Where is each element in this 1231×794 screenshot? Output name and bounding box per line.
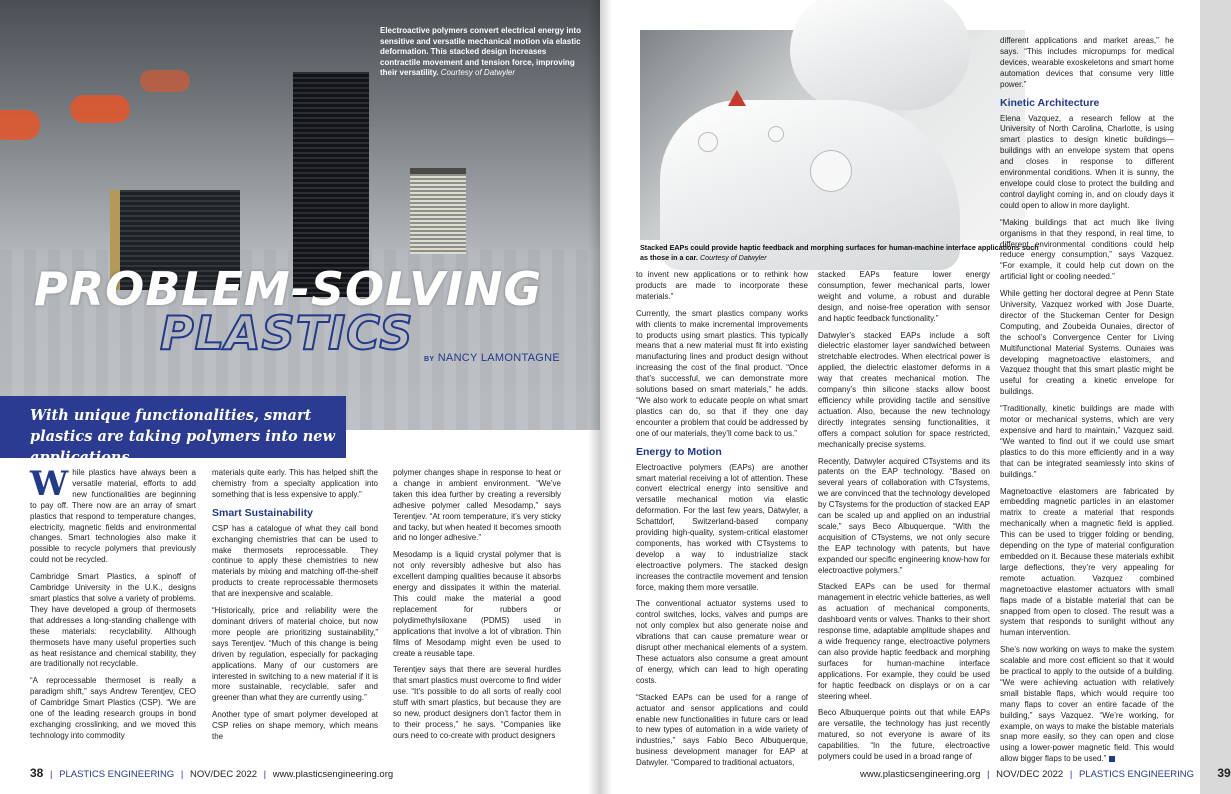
- paragraph: [1000, 645, 1174, 765]
- page-gutter-shadow: [588, 0, 612, 794]
- right-column-1: [636, 270, 808, 775]
- hero-caption: [380, 26, 585, 79]
- paragraph: While getting her doctoral degree at Penn State University, Vazquez worked with Jose Duarte, director of the Stuckeman Center for Design Computing, and Zoubeida Ounaies, director of the school’s Convergence Center for Living Multifunctional Material Systems. Ounaies was developing magnetoactive elastomers, and Vazquez thought that this smart plastic might be useful for creating a kinetic envelope for buildings.: [1000, 289, 1174, 397]
- footer-magazine: PLASTICS ENGINEERING: [59, 769, 175, 780]
- section-heading: Kinetic Architecture: [1000, 96, 1100, 109]
- paragraph: “A reprocessable thermoset is really a paradigm shift,” says Andrew Terentjev, CEO of Cambridge Smart Plastics (CSP). “We are one of the leading research groups in bond exchanging crosslinking, and we moved this technology into commodity: [30, 676, 196, 740]
- paragraph: Cambridge Smart Plastics, a spinoff of Cambridge University in the U.K., designs smart plastics that solve a variety of problems. They have developed a group of thermosets that addresses a long-standing challenge with these materials: recyclability. Although thermosets have many useful properties such as heat resistance and chemical stability, they are traditionally not recyclable.: [30, 572, 196, 669]
- byline-prefix: BY: [424, 356, 435, 363]
- paragraph: Magnetoactive elastomers are fabricated by embedding magnetic particles in an elastomer matrix to create a material that responds mechanically when a magnetic field is applied. This can be used to trigger folding or bending, depending on the type of material configuration embedded on it. Because these materials exhibit large deflections, they’re very appealing for remote actuation. Vazquez combined magnetoactive elastomer actuators with small flaps made of a bistable material that can be snapped from open to closed. The result was a system that responds to sunlight without any human intervention.: [1000, 486, 1174, 638]
- paragraph: Datwyler’s stacked EAPs include a soft dielectric elastomer layer sandwiched between stretchable electrodes. When electrical power is applied, the dielectric elastomer deforms in a way that creates mechanical motion. The company’s thin silicone stacks allow boost efficiency while providing tactile and sensitive actuation. Also, because the new technology directly integrates sensing functionalities, it offers a compact solution for space restricted, mechanically precise systems.: [818, 330, 990, 449]
- right-footer: [860, 766, 1231, 780]
- footer-issue: NOV/DEC 2022: [996, 769, 1064, 780]
- right-column-3: [1000, 36, 1174, 771]
- byline: [424, 352, 560, 364]
- paragraph: “Historically, price and reliability were the dominant drivers of material choice, but now more people are prioritizing sustainability,” says Terentjev. “Much of this change is being driven by regulation, especially for packaging applications. Many of our customers are interested in switching to a new material if it is more sustainable, recyclable, safer and greener than what they are currently using.”: [212, 606, 378, 703]
- paragraph: “Making buildings that act much like living organisms in that they respond, in real time, to different environmental conditions could help reduce energy consumption,” says Vazquez. “For example, it could help cut down on the artificial light or cooling needed.”: [1000, 217, 1174, 282]
- paragraph: Stacked EAPs can be used for thermal management in electric vehicle batteries, as well as actuation of mechanical components, dashboard vents or valves. Thanks to their short response time, adaptable amplitude shapes and a wide frequency range, electroactive polymers can also provide haptic feedback and morphing surfaces for human-machine interface applications. For example, they could be used for haptic feedback on displays or on a car steering wheel.: [818, 582, 990, 701]
- paragraph: stacked EAPs feature lower energy consumption, fewer mechanical parts, lower weight and volume, a robust and durable design, and noise-free operation with sensor and haptic feedback functionality.”: [818, 270, 990, 323]
- end-of-article-mark: [1109, 756, 1115, 762]
- footer-separator: |: [987, 769, 990, 780]
- paragraph: “Stacked EAPs can be used for a range of actuator and sensor applications and could enable new functionalities in future cars or lead to new types of automation in a wide variety of industries,” says Fabio Beco Albuquerque, business development manager for EAP at Datwyler. “Compared to traditional actuators,: [636, 692, 808, 768]
- left-page: [0, 0, 600, 794]
- left-column-1: [30, 464, 196, 748]
- paragraph: Electroactive polymers (EAPs) are another smart material receiving a lot of attention. These convert electrical energy into sensitive and versatile mechanical motion via elastic deformation. For the last few years, Datwyler, a Schattdorf, Switzerland-based company providing high-quality, system-critical elastomer components, has worked with CTsystems to develop a way to industrialize stack electroactive polymers. The stacked design increases the contractile movement and tension force, making them more versatile.: [636, 462, 808, 592]
- photo-caption-credit: Courtesy of Datwyler: [699, 252, 767, 262]
- hero-caption-credit: Courtesy of Datwyler: [440, 68, 516, 77]
- console-button: [768, 126, 784, 142]
- hero-caption-text: Electroactive polymers convert electrical energy into sensitive and versatile mechanical motion via elastic deformation. This stacked design increases contractile movement and tension force, improving their versatility.: [380, 26, 581, 77]
- footer-separator: |: [180, 769, 184, 780]
- seat-shape: [790, 0, 970, 110]
- paragraph: materials quite early. This has helped shift the chemistry from a specialty application into something that is less expensive to apply.”: [212, 468, 378, 499]
- footer-url[interactable]: www.plasticsengineering.org: [272, 769, 394, 780]
- article-title-line2: PLASTICS: [160, 306, 414, 360]
- right-page: [600, 0, 1231, 794]
- paragraph: polymer changes shape in response to heat or a change in ambient environment. “We’ve taken this idea further by creating a reversibly adhesive polymer called Mesodamp,” says Terentjev. “At room temperature, it’s very sticky and tacky, but when heated it becomes smooth and no longer adhesive.”: [393, 468, 561, 543]
- photo-caption: [640, 243, 1040, 262]
- paragraph: “Traditionally, kinetic buildings are made with motor or mechanical systems, which are very expensive and hard to maintain,” Vazquez said. “We wanted to find out if we could use smart plastics to do this more efficiently and in a way that can be integrated seamlessly into skins of buildings.”: [1000, 404, 1174, 479]
- left-column-2: [212, 468, 378, 749]
- left-footer: [30, 766, 393, 780]
- article-deck: [0, 396, 346, 466]
- paragraph: Elena Vazquez, a research fellow at the University of North Carolina, Charlotte, is using smart plastics to design kinetic buildings—buildings with an envelope system that opens and closes in response to different environmental conditions. When it is sunny, the envelope could close to protect the building and control daylight coming in, and on cloudy days it could open to allow in more daylight.: [1000, 113, 1174, 210]
- paragraph: Terentjev says that there are several hurdles that smart plastics must overcome to find wider use. “It’s possible to do all sorts of really cool stuff with smart plastics, but because they are so new, product designers don’t factor them in to their process,” he says. “Companies like ours need to co-create with product designers: [393, 665, 561, 740]
- eap-stack-block-small: [410, 168, 466, 254]
- left-column-3: [393, 468, 561, 748]
- paragraph: Recently, Datwyler acquired CTsystems and its patents on the EAP technology. “Based on several years of collaboration with CTsystems, we are convinced that the technology developed by CTsystems for the production of stacked EAP can be scaled up and applied on an industrial scale,” says Beco Albuquerque. “With the acquisition of CTsystems, we not only secure the EAP technology with patents, but have expanded our specific engineering know-how for electroactive polymers.”: [818, 456, 990, 575]
- deck-text: With unique functionalities, smart plastics are taking polymers into new applications: [30, 407, 336, 466]
- paragraph: Currently, the smart plastics company works with clients to make incremental improvements to products using smart plastics. This typically means that a new material must fit into existing manufacturing lines and product design without increasing the cost of the final product. “Once that’s successful, we can demonstrate more solutions based on smart materials,” he adds. “We also work to educate people on what smart plastics can do, so that if they one day encounter a problem that could be addressed by one of our materials, they’ll come back to us.”: [636, 308, 808, 438]
- console-dial: [810, 150, 852, 192]
- paragraph: different applications and market areas,” he says. “This includes micropumps for medical devices, wearable exoskeletons and smart home automation devices that consume very little power.”: [1000, 36, 1174, 89]
- photo-caption-text: Stacked EAPs could provide haptic feedback and morphing surfaces for human-machine interface applications such as those in a car.: [640, 243, 1039, 262]
- footer-separator: |: [263, 769, 267, 780]
- hazard-icon: [728, 90, 746, 106]
- background-light: [0, 110, 40, 140]
- paragraph: Mesodamp is a liquid crystal polymer that is not only reversibly adhesive but also has excellent damping qualities because it absorbs energy and dissipates it within the material. This could make the material a good replacement for rubbers or polydimethylsiloxane (PDMS) used in applications that involve a lot of vibration. Thin films of Mesodamp might even be used to create a reusable tape.: [393, 550, 561, 658]
- paragraph: [30, 464, 196, 566]
- paragraph: Another type of smart polymer developed at CSP relies on shape memory, which means the: [212, 710, 378, 742]
- console-button: [698, 132, 718, 152]
- drop-cap: W: [30, 464, 69, 504]
- section-heading: Energy to Motion: [636, 445, 722, 458]
- article-title-line1: PROBLEM-SOLVING: [34, 262, 543, 316]
- paragraph-text: She’s now working on ways to make the system scalable and more cost efficient so that it would be practical to apply to the outside of a building. “We were achieving actuation with relatively small bistable flaps, which would require too many flaps to cover an entire facade of the building,” says Vazquez. “We’re working, for example, on ways to make the bistable materials snap more easily, so they can open and close using a lower-power magnetic field. This would allow bigger flaps to be used.”: [1000, 645, 1174, 764]
- hero-photo: [0, 0, 600, 430]
- page-number: 38: [30, 766, 44, 780]
- paragraph-text: hile plastics have always been a versatile material, efforts to add new functionalities are beginning to pay off. There now are an array of smart plastics that respond to temperature changes, electricity, magnetic fields and environmental changes. Smart technologies also make it possible to recycle polymers that previously could not be recycled.: [30, 468, 196, 565]
- page-number: 39: [1217, 766, 1231, 780]
- paragraph: CSP has a catalogue of what they call bond exchanging chemistries that can be used to make thermosets reprocessable. They continue to apply these chemistries to new materials by mixing and matching off-the-shelf products to create reprocessable thermosets that are inexpensive and scalable.: [212, 523, 378, 599]
- right-column-2: [818, 270, 990, 769]
- background-light: [140, 70, 190, 92]
- paragraph: The conventional actuator systems used to control switches, locks, valves and pumps are not only complex but also generate noise and vibrations that can cause premature wear or disrupt other mechanical elements of a system. These actuators also consume a great amount of energy, which can lead to high operating costs.: [636, 599, 808, 685]
- car-interior-photo: [640, 30, 1025, 240]
- paragraph: to invent new applications or to rethink how products are made to incorporate these materials.”: [636, 270, 808, 301]
- paragraph: Beco Albuquerque points out that while EAPs are versatile, the technology has just recently matured, so not everyone is aware of its capabilities. “In the future, electroactive polymers could be used in a broad range of: [818, 708, 990, 762]
- section-heading: Smart Sustainability: [212, 506, 313, 519]
- footer-separator: |: [50, 769, 53, 780]
- background-light: [70, 95, 130, 123]
- footer-issue: NOV/DEC 2022: [189, 769, 258, 780]
- footer-magazine: PLASTICS ENGINEERING: [1078, 769, 1195, 780]
- footer-url[interactable]: www.plasticsengineering.org: [860, 769, 981, 780]
- footer-separator: |: [1069, 769, 1073, 780]
- byline-author: NANCY LAMONTAGNE: [437, 352, 561, 364]
